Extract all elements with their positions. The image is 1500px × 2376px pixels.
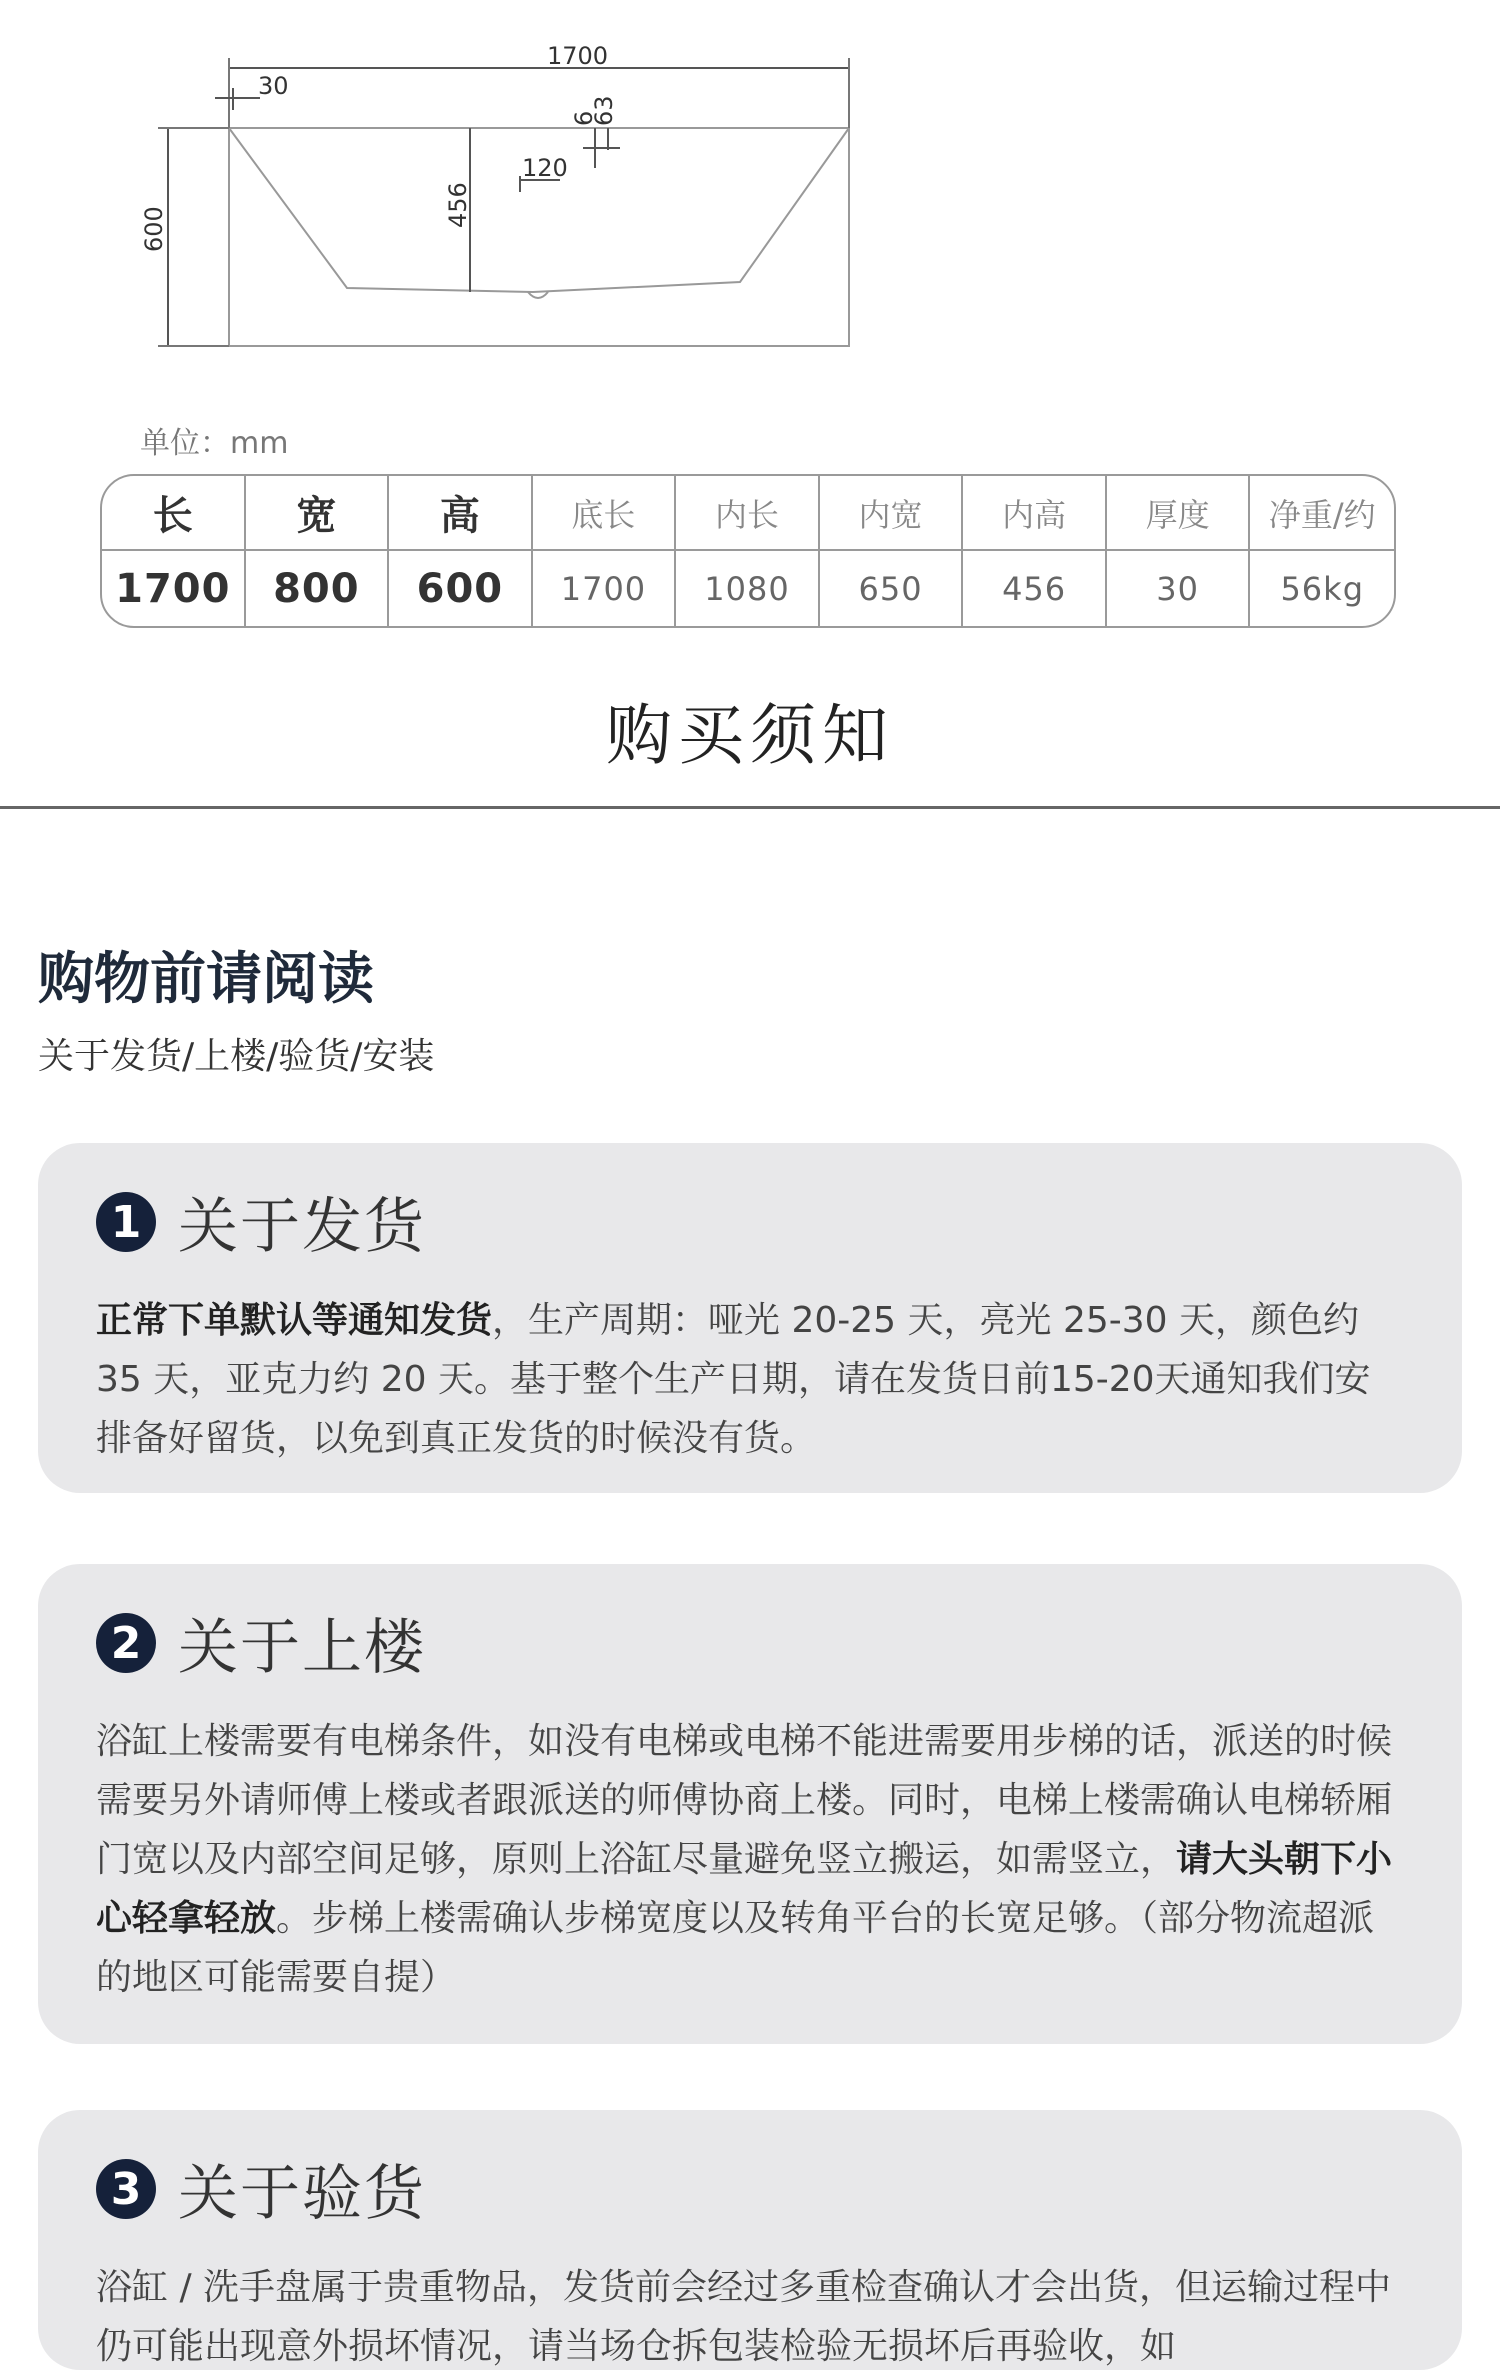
spec-header: 长 xyxy=(102,476,246,551)
step-number-badge: 3 xyxy=(96,2159,156,2219)
section-heading: 购买须知 xyxy=(606,697,894,774)
card-body-text: 。步梯上楼需确认步梯宽度以及转角平台的长宽足够。（部分物流超派的地区可能需要自提） xyxy=(96,1898,1375,1998)
spec-header: 宽 xyxy=(246,476,390,551)
spec-table xyxy=(100,474,1396,628)
card-title: 关于发货 xyxy=(178,1192,426,1262)
spec-value: 1700 xyxy=(102,551,246,626)
card-body: 浴缸 / 洗手盘属于贵重物品，发货前会经过多重检查确认才会出货，但运输过程中仍可能出现意外损坏情况，请当场仓拆包装检验无损坏后再验收，如 xyxy=(96,2267,1392,2367)
card-title: 关于上楼 xyxy=(178,1613,426,1683)
dim-height: 600 xyxy=(140,206,168,252)
dim-overall-length: 1700 xyxy=(547,42,609,70)
card-body xyxy=(96,1291,1404,1468)
divider xyxy=(0,806,1500,809)
spec-value: 800 xyxy=(246,551,390,626)
read-subtitle: 关于发货/上楼/验货/安装 xyxy=(38,1036,435,1077)
dim-inner-depth: 456 xyxy=(444,182,472,228)
dimension-diagram xyxy=(0,0,1500,400)
spec-value: 1080 xyxy=(676,551,820,626)
card-title: 关于验货 xyxy=(178,2159,426,2229)
dim-wall-b: 63 xyxy=(590,95,618,126)
step-number-badge: 2 xyxy=(96,1613,156,1673)
card-body-text: ，生产周期：哑光 20-25 天，亮光 25-30 天，颜色约 35 天，亚克力约 20 天。基于整个生产日期，请在发货日前15-20天通知我们安排备好留货，以免到真正发货的时候没有货。 xyxy=(96,1300,1371,1459)
spec-value: 1700 xyxy=(533,551,677,626)
step-number-badge: 1 xyxy=(96,1192,156,1252)
spec-header: 底长 xyxy=(533,476,677,551)
spec-value: 56kg xyxy=(1280,569,1364,608)
spec-header: 高 xyxy=(389,476,533,551)
spec-value: 456 xyxy=(963,551,1107,626)
spec-header: 内长 xyxy=(676,476,820,551)
unit-label: 单位：mm xyxy=(140,426,289,461)
dim-wall-a: 6 xyxy=(570,110,598,126)
dim-rim-offset: 30 xyxy=(258,72,289,100)
spec-header: 净重/约 xyxy=(1250,476,1394,551)
card-body-emphasis: 请大头朝下小心轻拿轻放 xyxy=(96,1839,1393,1939)
dim-drain-offset: 120 xyxy=(522,154,568,182)
info-card-upstairs xyxy=(38,1564,1462,2044)
info-card-inspection xyxy=(38,2110,1462,2370)
spec-header: 内高 xyxy=(963,476,1107,551)
spec-header: 厚度 xyxy=(1107,476,1251,551)
spec-value: 650 xyxy=(820,551,964,626)
card-body-text: 浴缸上楼需要有电梯条件，如没有电梯或电梯不能进需要用步梯的话，派送的时候需要另外请师傅上楼或者跟派送的师傅协商上楼。同时，电梯上楼需确认电梯轿厢门宽以及内部空间足够，原则上浴缸尽量避免竖立搬运，如需竖立， xyxy=(96,1721,1393,1880)
card-body xyxy=(96,1712,1404,2007)
spec-value: 600 xyxy=(389,551,533,626)
info-card-shipping xyxy=(38,1143,1462,1493)
card-body-emphasis: 正常下单默认等通知发货 xyxy=(96,1300,493,1341)
spec-header: 内宽 xyxy=(820,476,964,551)
spec-value: 30 xyxy=(1107,551,1251,626)
read-title: 购物前请阅读 xyxy=(38,947,374,1012)
